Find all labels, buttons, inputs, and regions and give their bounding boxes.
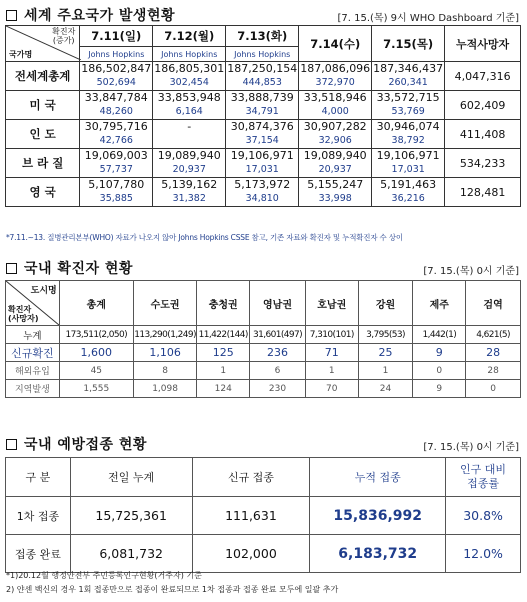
daily-cases-cell	[226, 178, 299, 207]
cumulative-deaths: 128,481	[445, 178, 521, 207]
daily-cases-cell	[153, 62, 226, 91]
daily-cases-cell	[372, 178, 445, 207]
confirmed-increase: 20,937	[318, 164, 352, 175]
confirmed-increase: 57,737	[99, 164, 133, 175]
population-rate-header: 인구 대비 접종률	[446, 458, 521, 497]
confirmed-increase: 20,937	[172, 164, 206, 175]
case-value: 9	[413, 380, 466, 398]
confirmed-increase: 31,382	[172, 193, 206, 204]
country-name: 전세계총계	[6, 62, 80, 91]
complete-new: 102,000	[192, 535, 310, 573]
case-value: 236	[250, 344, 306, 362]
cumulative-deaths: 4,047,316	[445, 62, 521, 91]
daily-cases-cell	[372, 91, 445, 120]
country-name: 영 국	[6, 178, 80, 207]
cumulative-deaths: 411,408	[445, 120, 521, 149]
confirmed-total: -	[187, 120, 192, 133]
date-header: 7.12(월)	[153, 26, 226, 47]
confirmed-total: 187,346,437	[373, 62, 444, 75]
confirmed-increase: 17,031	[245, 164, 279, 175]
confirmed-total: 30,907,282	[303, 120, 367, 133]
confirmed-increase: 372,970	[315, 77, 355, 88]
confirmed-increase: 36,216	[391, 193, 425, 204]
daily-cases-cell	[80, 120, 153, 149]
confirmed-total: 33,853,948	[157, 91, 221, 104]
case-row	[6, 362, 521, 380]
case-value: 71	[305, 344, 358, 362]
daily-cases-cell	[372, 62, 445, 91]
region-header: 충청권	[197, 281, 250, 326]
confirmed-increase: 34,791	[245, 106, 279, 117]
case-value: 173,511(2,050)	[59, 326, 133, 344]
header-diagonal-cell: 도시명 확진자 (사망자)	[6, 281, 60, 326]
confirmed-total: 5,191,463	[380, 178, 437, 191]
case-value: 4,621(5)	[466, 326, 521, 344]
domestic-section-note: [7. 15.(목) 0시 기준]	[423, 266, 519, 277]
confirmed-increase: 34,810	[245, 193, 279, 204]
region-header: 총계	[59, 281, 133, 326]
case-value: 125	[197, 344, 250, 362]
domestic-section-title: 국내 확진자 현황	[6, 258, 133, 278]
date-header: 7.14(수)	[299, 26, 372, 62]
date-header: 7.13(화)	[226, 26, 299, 47]
country-row	[6, 178, 521, 207]
daily-cases-cell	[299, 149, 372, 178]
confirmed-total: 33,847,784	[84, 91, 148, 104]
daily-cases-cell	[226, 120, 299, 149]
row-label: 누계	[6, 326, 60, 344]
vaccination-footnote-2: 2) 얀센 백신의 경우 1회 접종만으로 접종이 완료되므로 1차 접종과 접종 완료 모두에 일괄 추가	[6, 585, 339, 594]
case-value: 1,555	[59, 380, 133, 398]
square-bullet-icon	[6, 439, 17, 450]
daily-cases-cell	[299, 120, 372, 149]
case-value: 3,795(53)	[358, 326, 413, 344]
region-header: 수도권	[133, 281, 197, 326]
source-label: Johns Hopkins	[153, 47, 226, 62]
case-row	[6, 326, 521, 344]
row-label: 지역발생	[6, 380, 60, 398]
square-bullet-icon	[6, 10, 17, 21]
confirmed-total: 5,139,162	[161, 178, 218, 191]
confirmed-total: 33,518,946	[303, 91, 367, 104]
case-value: 28	[466, 362, 521, 380]
cumulative-deaths: 602,409	[445, 91, 521, 120]
complete-label: 접종 완료	[6, 535, 71, 573]
category-header: 구 분	[6, 458, 71, 497]
case-value: 45	[59, 362, 133, 380]
source-label: Johns Hopkins	[226, 47, 299, 62]
country-row	[6, 149, 521, 178]
daily-cases-cell	[153, 120, 226, 149]
row-label: 신규확진	[6, 344, 60, 362]
confirmed-total: 30,874,376	[230, 120, 294, 133]
confirmed-total: 186,805,301	[154, 62, 225, 75]
confirmed-increase: 4,000	[321, 106, 349, 117]
daily-cases-cell	[226, 62, 299, 91]
confirmed-increase: 33,998	[318, 193, 352, 204]
confirmed-total: 186,502,847	[81, 62, 152, 75]
dose1-new: 111,631	[192, 497, 310, 535]
confirmed-increase: 35,885	[99, 193, 133, 204]
complete-cumulative: 6,183,732	[310, 535, 446, 573]
vaccination-footnote-1: *1)20.12월 행정안전부 주민등록인구현황(거주자) 기준	[6, 571, 202, 580]
case-row	[6, 344, 521, 362]
confirmed-total: 19,106,971	[230, 149, 294, 162]
daily-cases-cell	[80, 62, 153, 91]
complete-prev: 6,081,732	[70, 535, 192, 573]
confirmed-increase: 38,792	[391, 135, 425, 146]
dose1-prev: 15,725,361	[70, 497, 192, 535]
region-header: 영남권	[250, 281, 306, 326]
confirmed-total: 19,069,003	[84, 149, 148, 162]
country-row	[6, 62, 521, 91]
case-value: 1	[305, 362, 358, 380]
dose1-rate: 30.8%	[446, 497, 521, 535]
case-value: 6	[250, 362, 306, 380]
daily-cases-cell	[153, 178, 226, 207]
confirmed-increase: 42,766	[99, 135, 133, 146]
case-value: 1,098	[133, 380, 197, 398]
case-value: 1,106	[133, 344, 197, 362]
country-row	[6, 91, 521, 120]
confirmed-total: 30,795,716	[84, 120, 148, 133]
confirmed-total: 33,888,739	[230, 91, 294, 104]
confirmed-increase	[153, 134, 225, 148]
daily-cases-cell	[299, 62, 372, 91]
confirmed-increase: 302,454	[169, 77, 209, 88]
case-value: 0	[466, 380, 521, 398]
confirmed-increase: 6,164	[175, 106, 203, 117]
cumulative-deaths-header: 누적사망자	[445, 26, 521, 62]
confirmed-increase: 48,260	[99, 106, 133, 117]
confirmed-total: 19,089,940	[157, 149, 221, 162]
world-section-title: 세계 주요국가 발생현황	[6, 5, 175, 25]
confirmed-increase: 502,694	[96, 77, 136, 88]
case-value: 7,310(101)	[305, 326, 358, 344]
prev-total-header: 전일 누계	[70, 458, 192, 497]
confirmed-increase: 32,906	[318, 135, 352, 146]
dose1-cumulative: 15,836,992	[310, 497, 446, 535]
case-value: 113,290(1,249)	[133, 326, 197, 344]
daily-cases-cell	[226, 149, 299, 178]
daily-cases-cell	[226, 91, 299, 120]
region-header: 검역	[466, 281, 521, 326]
dose1-label: 1차 접종	[6, 497, 71, 535]
confirmed-increase: 17,031	[391, 164, 425, 175]
vaccination-section-title: 국내 예방접종 현황	[6, 434, 147, 454]
confirmed-total: 5,107,780	[88, 178, 145, 191]
daily-cases-cell	[80, 91, 153, 120]
confirmed-total: 5,173,972	[234, 178, 291, 191]
region-header: 강원	[358, 281, 413, 326]
confirmed-increase: 444,853	[242, 77, 282, 88]
case-value: 31,601(497)	[250, 326, 306, 344]
country-name: 브 라 질	[6, 149, 80, 178]
complete-rate: 12.0%	[446, 535, 521, 573]
header-diagonal-cell: 확진자 (증가) 국가명	[6, 26, 80, 62]
daily-cases-cell	[153, 149, 226, 178]
world-footnote: *7.11.~13. 질병관리본부(WHO) 자료가 나오지 않아 Johns Hopkins CSSE 참고, 기존 자료와 확진자 및 누적확진자 수 상이	[6, 233, 403, 242]
case-value: 1	[197, 362, 250, 380]
case-value: 28	[466, 344, 521, 362]
case-value: 230	[250, 380, 306, 398]
world-section-note: [7. 15.(목) 9시 WHO Dashboard 기준]	[337, 13, 519, 24]
daily-cases-cell	[299, 178, 372, 207]
confirmed-total: 19,089,940	[303, 149, 367, 162]
case-value: 25	[358, 344, 413, 362]
daily-cases-cell	[372, 120, 445, 149]
case-value: 1,600	[59, 344, 133, 362]
square-bullet-icon	[6, 263, 17, 274]
domestic-cases-table	[5, 280, 521, 398]
daily-cases-cell	[372, 149, 445, 178]
confirmed-total: 30,946,074	[376, 120, 440, 133]
case-value: 1	[358, 362, 413, 380]
case-value: 70	[305, 380, 358, 398]
confirmed-total: 187,086,096	[300, 62, 371, 75]
country-name: 인 도	[6, 120, 80, 149]
confirmed-increase: 53,769	[391, 106, 425, 117]
region-header: 제주	[413, 281, 466, 326]
cumulative-deaths: 534,233	[445, 149, 521, 178]
case-value: 8	[133, 362, 197, 380]
country-name: 미 국	[6, 91, 80, 120]
daily-cases-cell	[80, 149, 153, 178]
case-value: 11,422(144)	[197, 326, 250, 344]
cumulative-vaccination-header: 누적 접종	[310, 458, 446, 497]
row-label: 해외유입	[6, 362, 60, 380]
date-header: 7.15(목)	[372, 26, 445, 62]
source-label: Johns Hopkins	[80, 47, 153, 62]
confirmed-increase: 37,154	[245, 135, 279, 146]
daily-cases-cell	[299, 91, 372, 120]
vaccination-section-note: [7. 15.(목) 0시 기준]	[423, 442, 519, 453]
case-value: 1,442(1)	[413, 326, 466, 344]
date-header: 7.11(일)	[80, 26, 153, 47]
confirmed-total: 19,106,971	[376, 149, 440, 162]
case-row	[6, 380, 521, 398]
confirmed-total: 187,250,154	[227, 62, 298, 75]
case-value: 24	[358, 380, 413, 398]
daily-cases-cell	[153, 91, 226, 120]
case-value: 9	[413, 344, 466, 362]
daily-cases-cell	[80, 178, 153, 207]
world-status-table	[5, 25, 521, 207]
case-value: 124	[197, 380, 250, 398]
case-value: 0	[413, 362, 466, 380]
confirmed-increase: 260,341	[388, 77, 428, 88]
region-header: 호남권	[305, 281, 358, 326]
vaccination-table	[5, 457, 521, 573]
confirmed-total: 5,155,247	[307, 178, 364, 191]
country-row	[6, 120, 521, 149]
new-vaccination-header: 신규 접종	[192, 458, 310, 497]
confirmed-total: 33,572,715	[376, 91, 440, 104]
